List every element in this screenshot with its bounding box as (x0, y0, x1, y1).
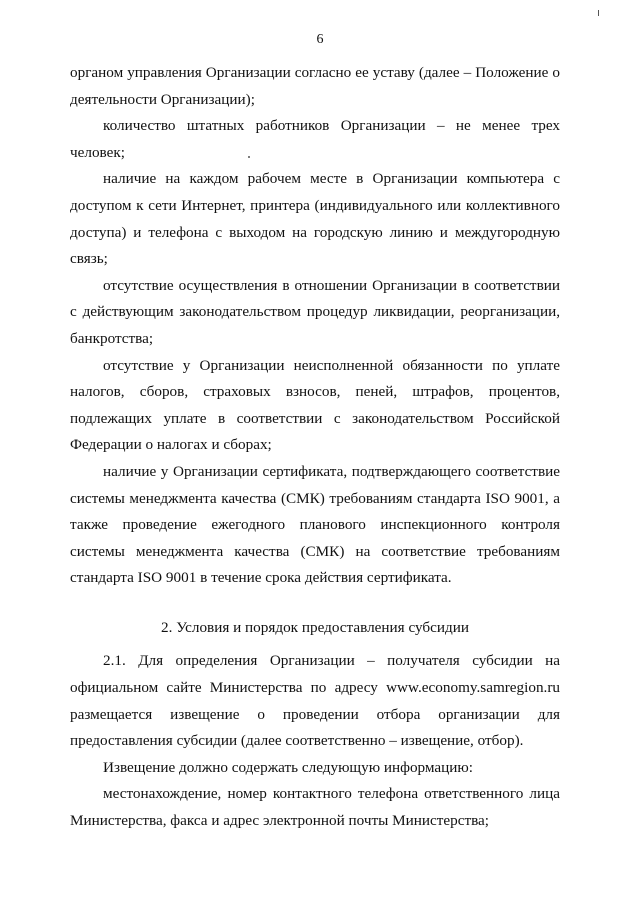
paragraph-no-liquidation: отсутствие осуществления в отношении Организации в соответствии с действующим законодательством процедур ликвидации, реорганизации, банкротства; (70, 276, 560, 347)
paragraph-staff-count: количество штатных работников Организации – не менее трех человек; (70, 117, 560, 161)
section-heading: 2. Условия и порядок предоставления субсидии (161, 618, 469, 636)
paragraph-workplace-equipment: наличие на каждом рабочем месте в Организации компьютера с доступом к сети Интернет, принтера (индивидуального или коллективного доступа) и телефона с выходом на городскую линию и междугородную связь; (70, 170, 560, 268)
paragraph-no-tax-debt: отсутствие у Организации неисполненной обязанности по уплате налогов, сборов, страховых взносов, пеней, штрафов, процентов, подлежащих уплате в соответствии с законодательством Российской Федерации о налогах и сборах; (70, 356, 560, 454)
paragraph-iso-certificate: наличие у Организации сертификата, подтверждающего соответствие системы менеджмента качества (СМК) требованиям стандарта ISO 9001, а также проведение ежегодного планового инспекционного контроля системы менеджмента качества (СМК) на соответствие требованиям стандарта ISO 9001 в течение срока действия сертификата. (70, 462, 560, 587)
document-body (70, 60, 560, 835)
page-number: 6 (316, 32, 324, 47)
scan-speck (248, 156, 250, 158)
paragraph-2-1: 2.1. Для определения Организации – получателя субсидии на официальном сайте Министерства по адресу www.economy.samregion.ru размещается извещение о проведении отбора организации для предоставления субсидии (далее соответственно – извещение, отбор). (70, 652, 560, 750)
paragraph-continuation: органом управления Организации согласно ее уставу (далее – Положение о деятельности Организации); (70, 64, 560, 108)
paragraph-notice-contents: Извещение должно содержать следующую информацию: (103, 758, 473, 776)
scan-speck (598, 10, 599, 16)
paragraph-contact-info: местонахождение, номер контактного телефона ответственного лица Министерства, факса и адрес электронной почты Министерства; (70, 785, 560, 830)
